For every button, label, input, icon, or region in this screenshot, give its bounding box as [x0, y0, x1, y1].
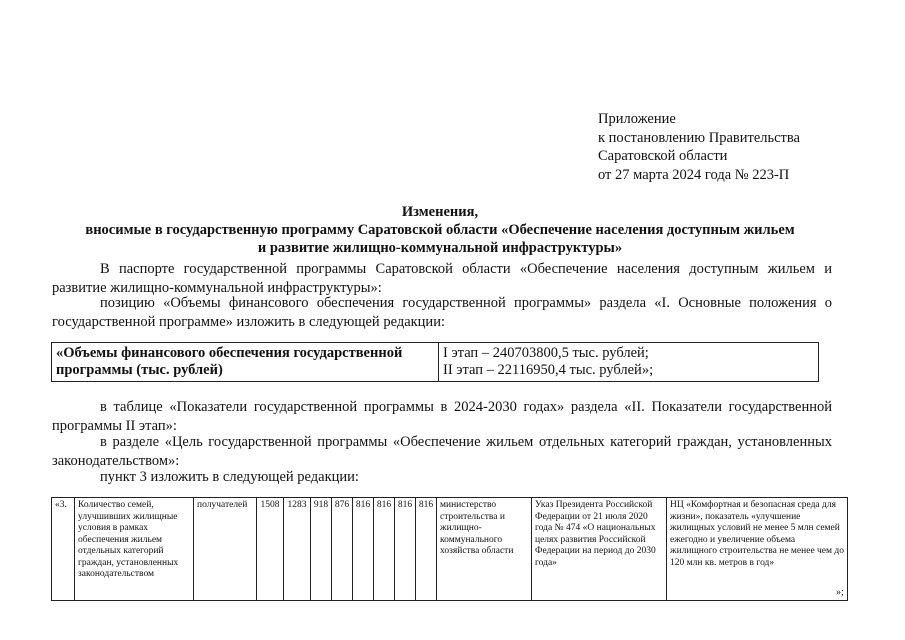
title-line: вносимые в государственную программу Саратовской области «Обеспечение населения доступным жильем [85, 222, 795, 238]
table-row [52, 343, 819, 382]
appendix-line: Саратовской области [598, 148, 728, 164]
title-line: Изменения, [401, 204, 479, 220]
responsible-cell: министерство строительства и жилищно-коммунального хозяйства области [437, 498, 532, 601]
unit-cell: получателей [194, 498, 257, 601]
appendix-block [598, 110, 800, 184]
paragraph-indicators: в таблице «Показатели государственной программы в 2024-2030 годах» раздела «II. Показатели государственной программы II этап»: [52, 399, 832, 434]
document-title [40, 203, 840, 257]
row-number-cell: «3. [52, 498, 75, 601]
funding-stage-2: II этап – 22116950,4 тыс. рублей»; [443, 362, 654, 378]
title-line: и развитие жилищно-коммунальной инфраструктуры» [257, 240, 623, 256]
table-row [52, 498, 848, 601]
value-cell: 876 [332, 498, 353, 601]
paragraph-passport: В паспорте государственной программы Саратовской области «Обеспечение населения доступным жильем и развитие жилищно-коммунальной инфраструктуры»: [52, 261, 832, 296]
national-project-cell: НЦ «Комфортная и безопасная среда для жизни», показатель «улучшение жилищных условий не менее 5 млн семей ежегодно и увеличение объема жилищного строительства не менее чем до 120 млн кв. метров в год» [667, 498, 848, 601]
indicator-table [51, 497, 848, 601]
value-cell: 1508 [257, 498, 284, 601]
value-cell: 918 [311, 498, 332, 601]
appendix-line: Приложение [598, 111, 676, 127]
funding-stage-1: I этап – 240703800,5 тыс. рублей; [443, 345, 649, 361]
value-cell: 1283 [284, 498, 311, 601]
paragraph-goal: в разделе «Цель государственной программы «Обеспечение жильем отдельных категорий граждан, установленных законодательством»: [52, 434, 832, 469]
paragraph-item: пункт 3 изложить в следующей редакции: [100, 469, 359, 485]
paragraph-position: позицию «Объемы финансового обеспечения государственной программы» раздела «I. Основные положения о государственной программе» изложить в следующей редакции: [52, 295, 832, 330]
value-cell: 816 [353, 498, 374, 601]
value-cell: 816 [395, 498, 416, 601]
funding-volume-table [51, 342, 819, 382]
decree-cell: Указ Президента Российской Федерации от 21 июля 2020 года № 474 «О национальных целях развития Российской Федерации на период до 2030 года» [532, 498, 667, 601]
appendix-line: к постановлению Правительства [598, 129, 800, 146]
appendix-line: от 27 марта 2024 года № 223-П [598, 166, 790, 183]
closing-quote: »; [836, 587, 844, 598]
funding-label-cell: «Объемы финансового обеспечения государственной программы (тыс. рублей) [52, 343, 439, 382]
funding-value-cell [439, 343, 819, 382]
value-cell: 816 [416, 498, 437, 601]
indicator-name-cell: Количество семей, улучшивших жилищные условия в рамках обеспечения жильем отдельных категорий граждан, установленных законодательством [75, 498, 194, 601]
value-cell: 816 [374, 498, 395, 601]
